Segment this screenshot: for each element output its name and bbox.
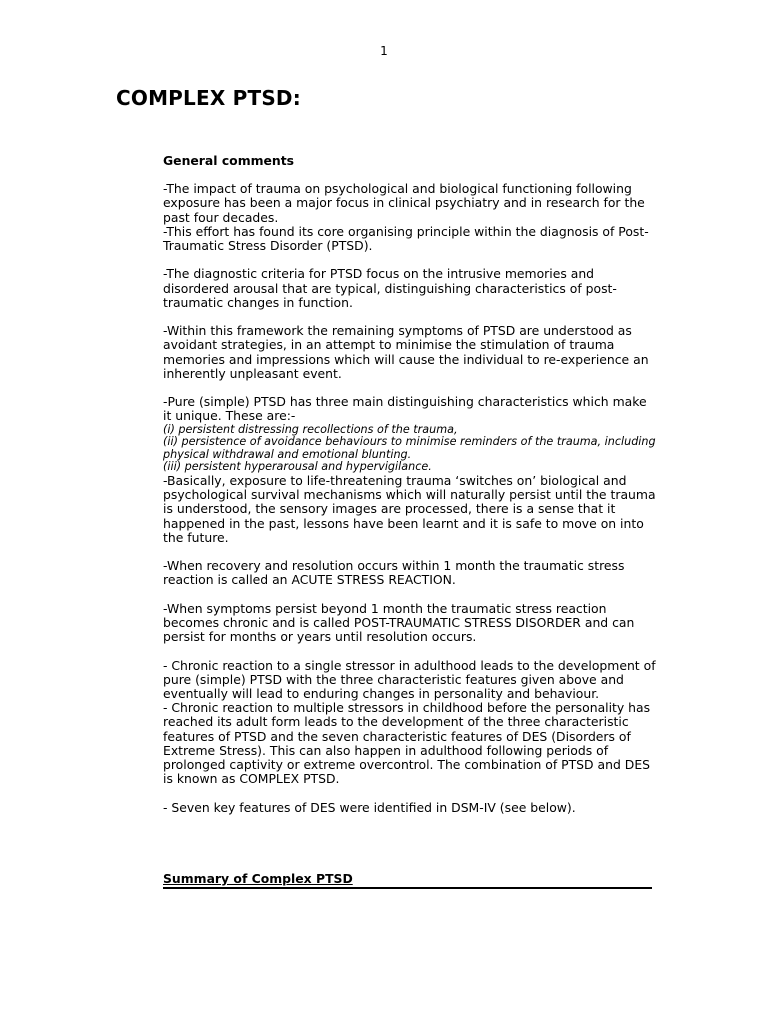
list-item: (iii) persistent hyperarousal and hypervigilance.: [163, 460, 432, 474]
paragraph-multiple-stressors: - Chronic reaction to multiple stressors in childhood before the personality has reached its adult form leads to the development of the three characteristic features of PTSD and the seven characteristic features of DES (Disorders of Extreme Stress). This can also happen in adulthood following periods of prolonged captivity or extreme overcontrol. The combination of PTSD and DES is known as COMPLEX PTSD.: [163, 700, 651, 787]
list-item: (ii) persistence of avoidance behaviours to minimise reminders of the trauma, including physical withdrawal and emotional blunting.: [163, 435, 656, 461]
paragraph-des-features: - Seven key features of DES were identified in DSM-IV (see below).: [163, 799, 576, 815]
paragraph-diagnostic-criteria: -The diagnostic criteria for PTSD focus on the intrusive memories and disordered arousal that are typical, distinguishing characteristics of post-traumatic changes in function.: [163, 266, 617, 310]
paragraph-pure-ptsd-intro: -Pure (simple) PTSD has three main distinguishing characteristics which make it unique. These are:-: [163, 394, 647, 424]
characteristics-list: [163, 424, 658, 474]
general-comments-section: [163, 154, 658, 829]
paragraph-avoidant-strategies: -Within this framework the remaining symptoms of PTSD are understood as avoidant strategies, in an attempt to minimise the stimulation of trauma memories and impressions which will cause the individual to re-experience an inherently unpleasant event.: [163, 323, 649, 381]
summary-heading: Summary of Complex PTSD: [163, 871, 652, 889]
paragraph-acute-stress: -When recovery and resolution occurs within 1 month the traumatic stress reaction is called an ACUTE STRESS REACTION.: [163, 558, 625, 588]
paragraph-trauma-impact: -The impact of trauma on psychological and biological functioning following exposure has been a major focus in clinical psychiatry and in research for the past four decades.: [163, 181, 645, 225]
paragraph-single-stressor: - Chronic reaction to a single stressor in adulthood leads to the development of pure (simple) PTSD with the three characteristic features given above and eventually will lead to enduring changes in personality and behaviour.: [163, 657, 656, 701]
general-comments-heading: General comments: [163, 153, 295, 168]
document-title: COMPLEX PTSD:: [116, 86, 301, 110]
paragraph-core-principle: -This effort has found its core organising principle within the diagnosis of Post-Traumatic Stress Disorder (PTSD).: [163, 223, 649, 254]
paragraph-survival-mechanisms: -Basically, exposure to life-threatening trauma ‘switches on’ biological and psychological survival mechanisms which will naturally persist until the trauma is understood, the sensory images are processed, there is a sense that it happened in the past, lessons have been learnt and it is safe to move on into the future.: [163, 472, 656, 545]
page-number: 1: [380, 44, 388, 58]
paragraph-chronic-ptsd: -When symptoms persist beyond 1 month the traumatic stress reaction becomes chronic and is called POST-TRAUMATIC STRESS DISORDER and can persist for months or years until resolution occurs.: [163, 600, 635, 645]
list-item: (i) persistent distressing recollections of the trauma,: [163, 422, 458, 436]
